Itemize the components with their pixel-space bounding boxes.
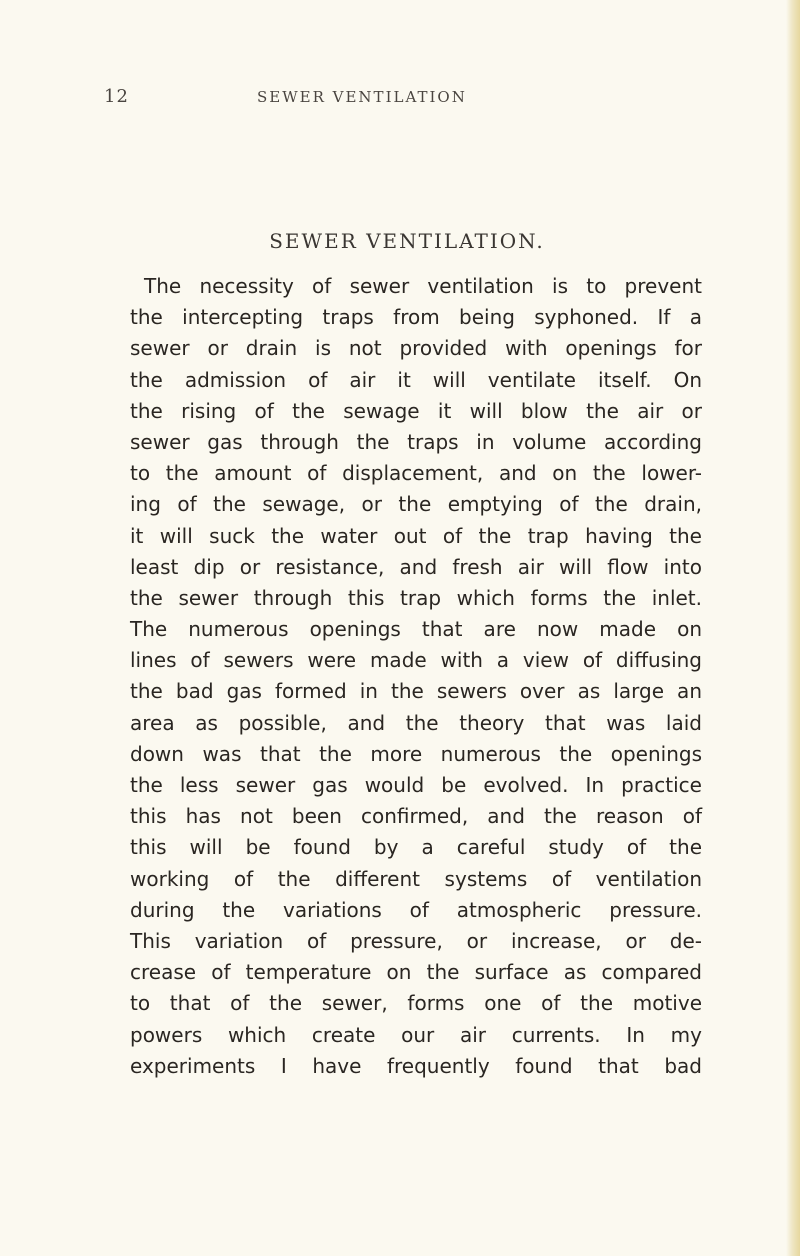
text-line: ing of the sewage, or the emptying of the drain,	[130, 492, 702, 517]
chapter-title: SEWER VENTILATION.	[269, 229, 545, 253]
text-line: the less sewer gas would be evolved. In practice	[130, 773, 702, 797]
page-edge	[786, 0, 800, 1256]
text-line: the rising of the sewage it will blow the air or	[130, 398, 702, 423]
text-line: The numerous openings that are now made on	[130, 617, 702, 642]
text-line: this has not been confirmed, and the reason of	[130, 804, 702, 829]
text-line: crease of temperature on the surface as compared	[130, 960, 702, 985]
running-head	[104, 86, 724, 110]
text-line: the bad gas formed in the sewers over as large an	[130, 679, 702, 704]
text-line: to that of the sewer, forms one of the motive	[130, 991, 702, 1016]
text-line: sewer or drain is not provided with openings for	[130, 336, 702, 361]
text-line: it will suck the water out of the trap having the	[130, 523, 702, 548]
text-line: working of the different systems of ventilation	[130, 866, 702, 891]
page-number: 12	[104, 86, 129, 107]
text-line: this will be found by a careful study of the	[130, 835, 702, 860]
text-line: down was that the more numerous the openings	[130, 741, 702, 766]
text-line: the intercepting traps from being syphoned. If a	[130, 305, 702, 330]
text-line: powers which create our air currents. In my	[130, 1022, 702, 1047]
text-line: This variation of pressure, or increase, or de-	[130, 928, 702, 953]
text-line: sewer gas through the traps in volume according	[130, 429, 702, 454]
text-line: experiments I have frequently found that bad	[130, 1053, 702, 1078]
text-line: lines of sewers were made with a view of diffusing	[130, 648, 702, 673]
text-line: least dip or resistance, and fresh air will flow into	[130, 554, 702, 579]
text-line: area as possible, and the theory that was laid	[130, 710, 702, 735]
text-line: to the amount of displacement, and on the lower-	[130, 461, 702, 486]
running-title: SEWER VENTILATION	[257, 88, 467, 106]
text-line: the sewer through this trap which forms the inlet.	[130, 585, 702, 610]
text-line: the admission of air it will ventilate itself. On	[130, 367, 702, 392]
text-line: The necessity of sewer ventilation is to prevent	[144, 274, 702, 298]
text-line: during the variations of atmospheric pressure.	[130, 897, 702, 922]
body-text	[130, 271, 702, 1082]
